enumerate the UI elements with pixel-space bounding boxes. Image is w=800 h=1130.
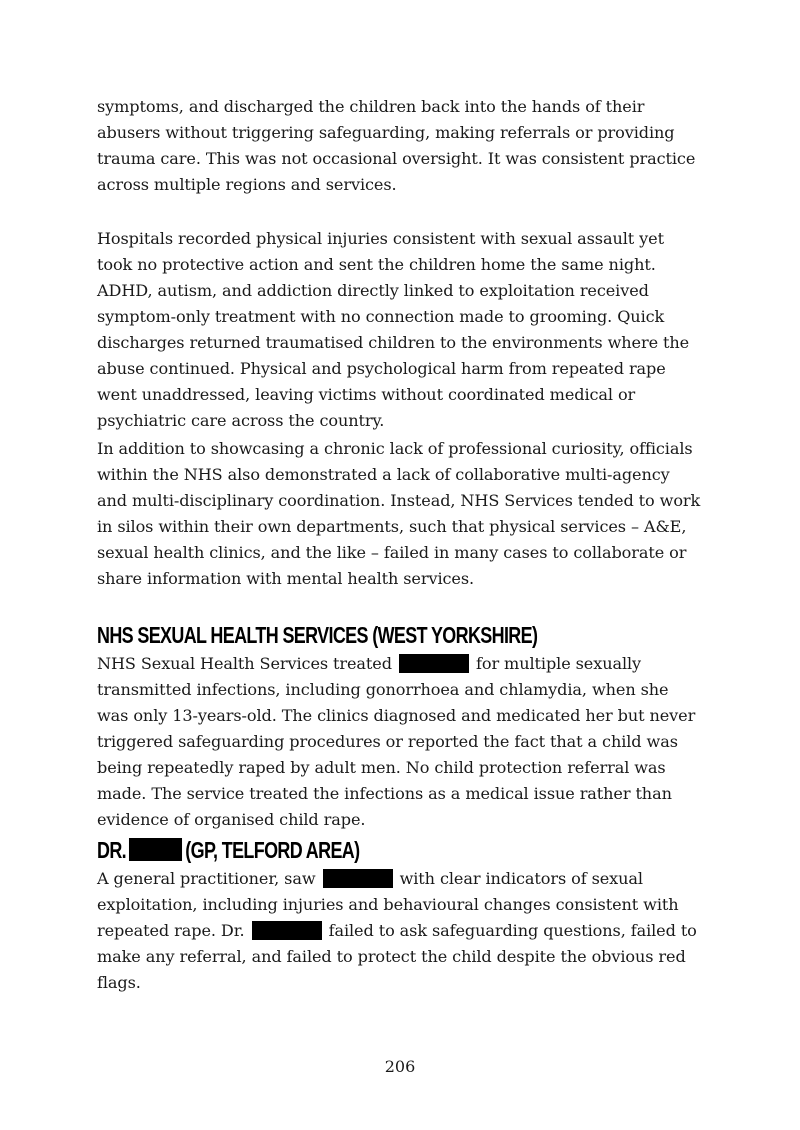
body-paragraph: In addition to showcasing a chronic lack of professional curiosity, officials within the NHS also demonstrated a lack of collaborative multi-agency and multi-disciplinary coordination. Instead, NHS Services tended to work in silos within their own departments, such that physical services – A&E, sexual health clinics, and the like – failed in many cases to collaborate or share information with mental health services.: [97, 439, 701, 588]
paragraph-text: with clear indicators of sexual exploitation, including injuries and behavioural changes consistent with repeated rape. Dr.: [97, 869, 679, 940]
redaction-block: [323, 869, 393, 888]
section-heading-nhs-sexual-health: NHS SEXUAL HEALTH SERVICES (WEST YORKSHIRE): [97, 622, 538, 648]
paragraph-text: for multiple sexually transmitted infections, including gonorrhoea and chlamydia, when she was only 13-years-old. The clinics diagnosed and medicated her but never triggered safeguarding procedures or reported the fact that a child was being repeatedly raped by adult men. No child protection referral was made. The service treated the infections as a medical issue rather than evidence of organised child rape.: [97, 654, 696, 829]
section-paragraph-gp: [97, 866, 703, 996]
heading-suffix: (GP, TELFORD AREA): [185, 837, 360, 863]
heading-prefix: DR.: [97, 837, 127, 863]
paragraph-text: NHS Sexual Health Services treated: [97, 654, 392, 673]
redaction-block: [129, 838, 182, 861]
section-paragraph-nhs: [97, 651, 703, 833]
paragraph-text: A general practitioner, saw: [97, 869, 316, 888]
page-number: 206: [384, 1057, 416, 1076]
body-paragraph: symptoms, and discharged the children back into the hands of their abusers without triggering safeguarding, making referrals or providing trauma care. This was not occasional oversight. It was consistent practice across multiple regions and services.: [97, 97, 696, 194]
body-paragraph: Hospitals recorded physical injuries consistent with sexual assault yet took no protective action and sent the children home the same night. ADHD, autism, and addiction directly linked to exploitation received symptom-only treatment with no connection made to grooming. Quick discharges returned traumatised children to the environments where the abuse continued. Physical and psychological harm from repeated rape went unaddressed, leaving victims without coordinated medical or psychiatric care across the country.: [97, 229, 690, 430]
redaction-block: [252, 921, 322, 940]
section-heading-gp: [97, 835, 359, 865]
paragraph-text: failed to ask safeguarding questions, failed to make any referral, and failed to protect the child despite the obvious red flags.: [97, 921, 697, 992]
redaction-block: [399, 654, 469, 673]
